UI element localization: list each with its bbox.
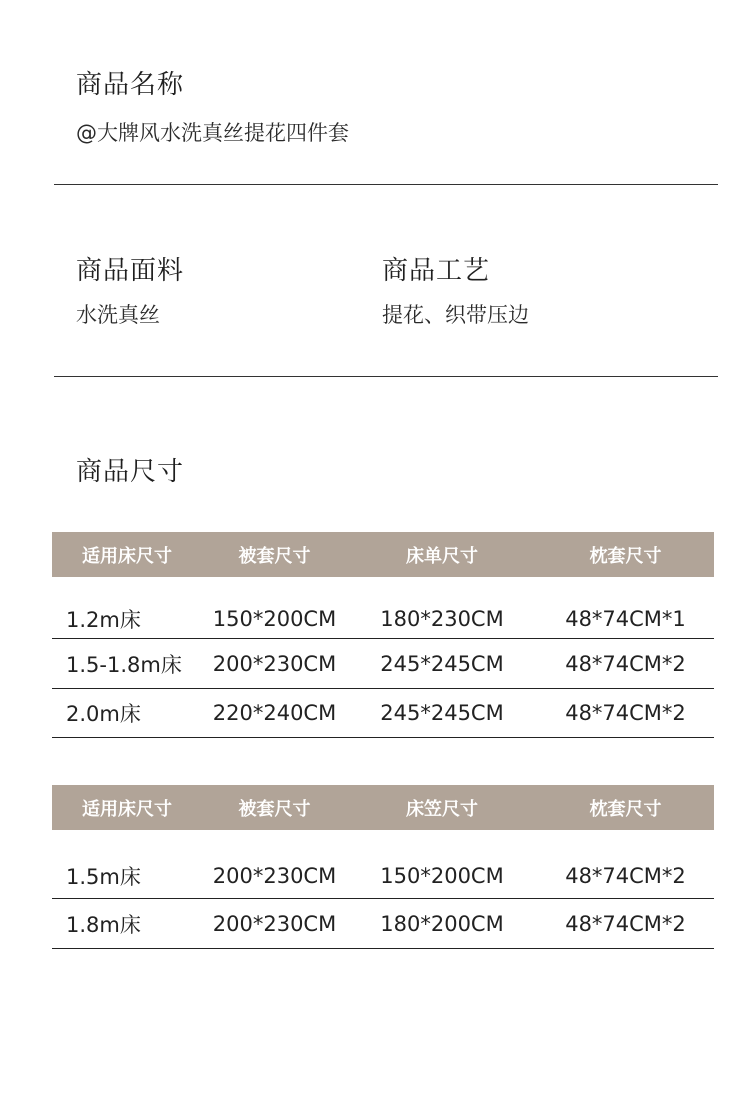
cell-pillowcase-size: 48*74CM*2 bbox=[565, 701, 686, 725]
cell-sheet-size: 245*245CM bbox=[380, 651, 504, 676]
header-bed-size: 适用床尺寸 bbox=[82, 545, 172, 567]
cell-duvet-size: 200*230CM bbox=[212, 651, 337, 676]
header-duvet-size: 被套尺寸 bbox=[238, 545, 311, 567]
cell-bed-size: 1.5-1.8m床 bbox=[66, 652, 182, 677]
cell-bed-size: 1.5m床 bbox=[66, 865, 141, 889]
table-row bbox=[52, 830, 714, 899]
divider-2 bbox=[54, 376, 718, 377]
cell-sheet-size: 180*230CM bbox=[380, 606, 504, 631]
cell-bed-size: 1.8m床 bbox=[66, 912, 141, 937]
table-row bbox=[52, 639, 714, 689]
cell-fitted-sheet-size: 150*200CM bbox=[380, 864, 504, 888]
cell-bed-size: 1.2m床 bbox=[66, 607, 141, 632]
product-name-value: @大牌风水洗真丝提花四件套 bbox=[76, 121, 349, 145]
header-pillowcase-size: 枕套尺寸 bbox=[589, 545, 662, 567]
table-header bbox=[52, 532, 714, 577]
table-row bbox=[52, 899, 714, 949]
cell-duvet-size: 150*200CM bbox=[212, 606, 337, 631]
table-row bbox=[52, 689, 714, 738]
divider-1 bbox=[54, 184, 718, 185]
cell-duvet-size: 220*240CM bbox=[212, 701, 337, 725]
table-row bbox=[52, 577, 714, 639]
fabric-value: 水洗真丝 bbox=[76, 303, 160, 327]
product-name-label: 商品名称 bbox=[76, 70, 185, 100]
size-table-1 bbox=[52, 532, 714, 738]
cell-duvet-size: 200*230CM bbox=[212, 911, 337, 936]
cell-pillowcase-size: 48*74CM*2 bbox=[565, 911, 686, 936]
cell-pillowcase-size: 48*74CM*1 bbox=[565, 606, 686, 631]
size-heading: 商品尺寸 bbox=[76, 457, 185, 487]
header-duvet-size: 被套尺寸 bbox=[238, 798, 311, 820]
cell-sheet-size: 245*245CM bbox=[380, 701, 504, 725]
header-fitted-sheet-size: 床笠尺寸 bbox=[406, 798, 478, 820]
cell-duvet-size: 200*230CM bbox=[212, 864, 337, 888]
header-sheet-size: 床单尺寸 bbox=[406, 545, 478, 567]
header-bed-size: 适用床尺寸 bbox=[82, 798, 172, 820]
fabric-label: 商品面料 bbox=[76, 256, 185, 286]
cell-fitted-sheet-size: 180*200CM bbox=[380, 911, 504, 936]
cell-pillowcase-size: 48*74CM*2 bbox=[565, 651, 686, 676]
craft-value: 提花、织带压边 bbox=[382, 303, 529, 327]
cell-pillowcase-size: 48*74CM*2 bbox=[565, 864, 686, 888]
header-pillowcase-size: 枕套尺寸 bbox=[589, 798, 662, 820]
size-table-2 bbox=[52, 785, 714, 949]
cell-bed-size: 2.0m床 bbox=[66, 702, 141, 726]
table-header bbox=[52, 785, 714, 830]
craft-label: 商品工艺 bbox=[382, 256, 491, 286]
